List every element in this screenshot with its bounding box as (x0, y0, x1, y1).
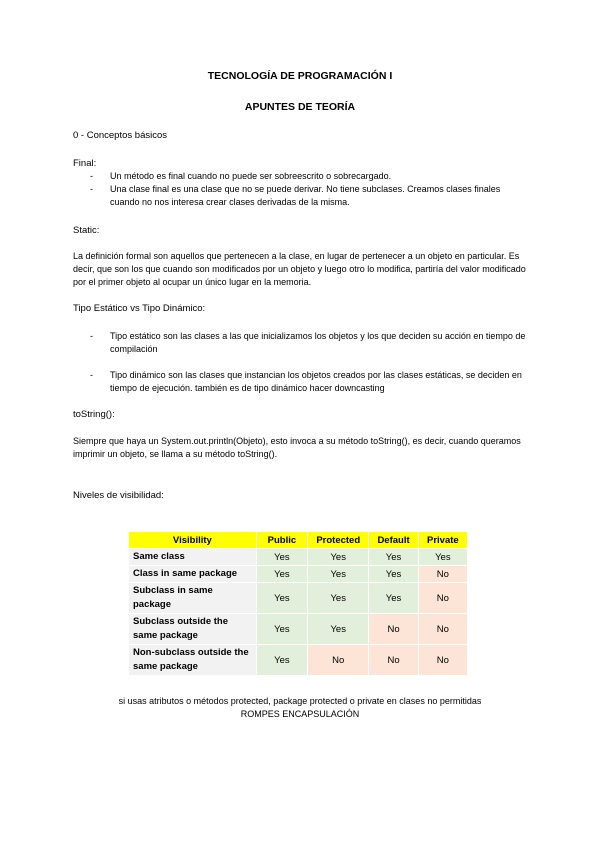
encapsulation-note-emphasis: ROMPES ENCAPSULACIÓN (240, 709, 360, 719)
final-list (90, 170, 530, 209)
encapsulation-note: si usas atributos o métodos protected, package protected o private en clases no permitidas (118, 696, 482, 706)
header-private: Private (418, 532, 467, 549)
tipos-heading: Tipo Estático vs Tipo Dinámico: (73, 303, 206, 314)
cell-default: Yes (369, 566, 418, 583)
cell-private: No (418, 645, 467, 676)
final-list-item: - Un método es final cuando no puede ser sobreescrito o sobrecargado. (90, 171, 392, 181)
table-row (129, 566, 468, 583)
row-label: Same class (129, 549, 257, 566)
cell-public: Yes (256, 614, 307, 645)
cell-default: Yes (369, 583, 418, 614)
cell-default: No (369, 614, 418, 645)
header-visibility: Visibility (129, 532, 257, 549)
row-label: Class in same package (129, 566, 257, 583)
cell-private: No (418, 614, 467, 645)
cell-protected: No (308, 645, 369, 676)
table-row (129, 614, 468, 645)
header-public: Public (256, 532, 307, 549)
cell-public: Yes (256, 645, 307, 676)
static-paragraph: La definición formal son aquellos que pertenecen a la clase, en lugar de pertenecer a un objeto en particular. Es decir, que son los que cuando son modificados por un objeto y luego otro lo modifica, partiría del valor modificado por el primer objeto al ocupar un único lugar en la memoria. (73, 251, 526, 287)
section-heading-conceptos: 0 - Conceptos básicos (73, 130, 167, 141)
cell-protected: Yes (308, 566, 369, 583)
visibilidad-heading: Niveles de visibilidad: (73, 490, 164, 501)
final-list-item: - Una clase final es una clase que no se puede derivar. No tiene subclases. Creamos clases finales cuando no nos interesa crear clases derivadas de la misma. (90, 184, 501, 207)
cell-protected: Yes (308, 583, 369, 614)
cell-public: Yes (256, 583, 307, 614)
document-title: TECNOLOGÍA DE PROGRAMACIÓN I (207, 70, 393, 82)
header-default: Default (369, 532, 418, 549)
cell-private: Yes (418, 549, 467, 566)
cell-protected: Yes (308, 614, 369, 645)
tostring-paragraph: Siempre que haya un System.out.println(Objeto), esto invoca a su método toString(), es decir, cuando queramos imprimir un objeto, se llama a su método toString(). (73, 436, 521, 459)
cell-private: No (418, 566, 467, 583)
tipos-list-item: - Tipo dinámico son las clases que instancian los objetos creados por las clases estáticas, se deciden en tiempo de ejecución. también es de tipo dinámico hacer downcasting (90, 370, 522, 393)
row-label: Subclass in same package (129, 583, 257, 614)
table-row (129, 549, 468, 566)
header-protected: Protected (308, 532, 369, 549)
cell-public: Yes (256, 549, 307, 566)
cell-default: Yes (369, 549, 418, 566)
row-label: Non-subclass outside the same package (129, 645, 257, 676)
visibility-table (128, 531, 468, 676)
tostring-heading: toString(): (73, 409, 115, 420)
cell-protected: Yes (308, 549, 369, 566)
table-header-row (129, 532, 468, 549)
tipos-list-item: - Tipo estático son las clases a las que inicializamos los objetos y los que deciden su acción en tiempo de compilación (90, 331, 526, 354)
final-heading: Final: (73, 158, 97, 169)
row-label: Subclass outside the same package (129, 614, 257, 645)
cell-default: No (369, 645, 418, 676)
cell-public: Yes (256, 566, 307, 583)
static-heading: Static: (73, 225, 100, 236)
table-row (129, 645, 468, 676)
table-row (129, 583, 468, 614)
cell-private: No (418, 583, 467, 614)
document-subtitle: APUNTES DE TEORÍA (244, 101, 356, 113)
